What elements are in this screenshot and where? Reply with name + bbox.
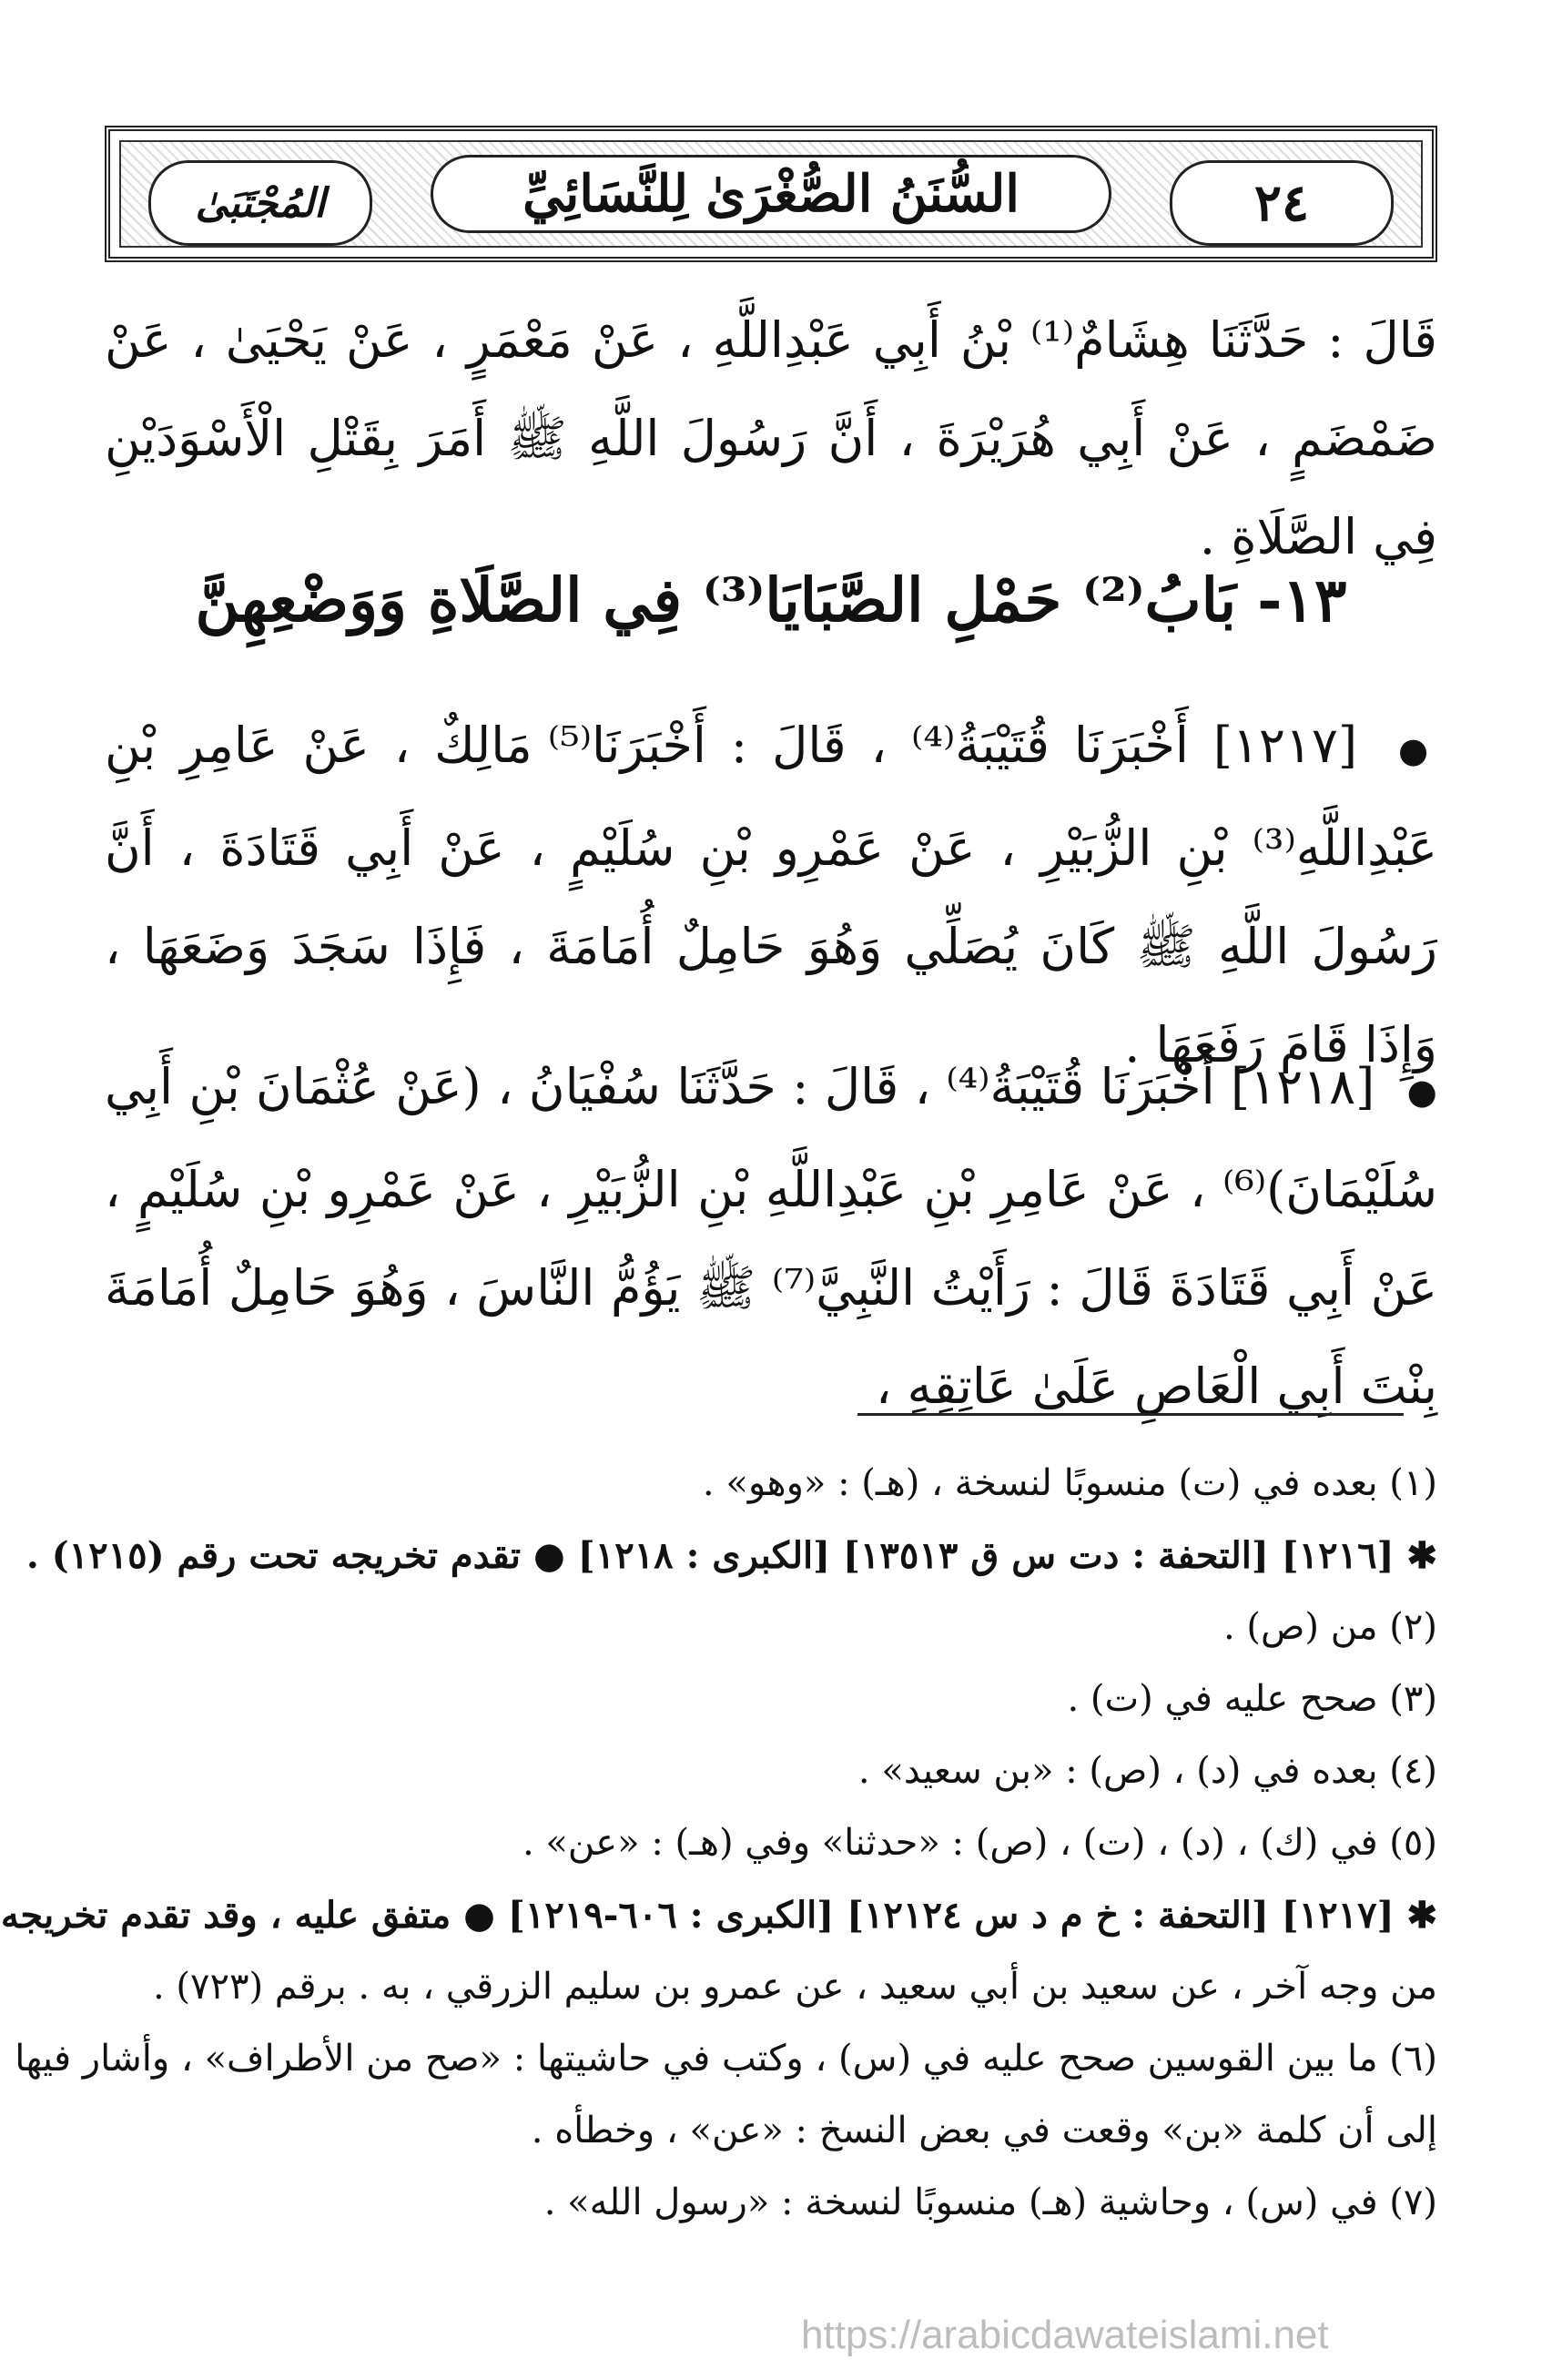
- bullet-icon: ●: [1406, 1072, 1437, 1112]
- takhrij-line: ✱ [١٢١٧] [التحفة : خ م د س ١٢١٢٤] [الكبرى : ٦٠٦-١٢١٩] ● متفق عليه ، وقد تقدم تخريجه: [0, 1894, 1437, 1937]
- book-title: السُّنَنُ الصُّغْرَىٰ لِلنَّسَائِيِّ: [522, 164, 1020, 224]
- book-logo-text: المُجْتَبَىٰ: [195, 179, 326, 227]
- footnote-line: (١) بعده في (ت) منسوبًا لنسخة ، (هـ) : «وهو» .: [702, 1462, 1437, 1504]
- page-number-medallion: [1170, 160, 1394, 246]
- footnote-line: (٥) في (ك) ، (د) ، (ت) ، (ص) : «حدثنا» وفي (هـ) : «عن» .: [522, 1822, 1437, 1864]
- header-ornament-frame: [119, 140, 1423, 248]
- hadith-1218: [105, 1038, 1437, 1436]
- footnote-line: (٦) ما بين القوسين صحح عليه في (س) ، وكتب في حاشيتها : «صح من الأطراف» ، وأشار فيها: [15, 2038, 1437, 2080]
- footnote-separator: [857, 1413, 1404, 1416]
- opening-paragraph: قَالَ : حَدَّثَنَا هِشَامٌ⁽¹⁾ بْنُ أَبِي عَبْدِاللَّهِ ، عَنْ مَعْمَرٍ ، عَنْ يَحْيَىٰ ، عَنْ ضَمْضَمٍ ، عَنْ أَبِي هُرَيْرَةَ ، أَنَّ رَسُولَ اللَّهِ ﷺ أَمَرَ بِقَتْلِ الْأَسْوَدَيْنِ فِي الصَّلَاةِ .: [105, 311, 1437, 565]
- footnote-line: (٢) من (ص) .: [1222, 1606, 1437, 1648]
- hadith-1217-text: [١٢١٧] أَخْبَرَنَا قُتَيْبَةُ⁽⁴⁾ ، قَالَ : أَخْبَرَنَا⁽⁵⁾ مَالِكٌ ، عَنْ عَامِرِ بْنِ عَبْدِاللَّهِ⁽³⁾ بْنِ الزُّبَيْرِ ، عَنْ عَمْرِو بْنِ سُلَيْمٍ ، عَنْ أَبِي قَتَادَةَ ، أَنَّ رَسُولَ اللَّهِ ﷺ كَانَ يُصَلِّي وَهُوَ حَامِلٌ أُمَامَةَ ، فَإِذَا سَجَدَ وَضَعَهَا ، وَإِذَا قَامَ رَفَعَهَا .: [105, 717, 1437, 1073]
- takhrij-line: ✱ [١٢١٦] [التحفة : دت س ق ١٣٥١٣] [الكبرى : ١٢١٨] ● تقدم تخريجه تحت رقم (١٢١٥) .: [25, 1534, 1437, 1577]
- footnote-line: (٤) بعده في (د) ، (ص) : «بن سعيد» .: [857, 1750, 1437, 1792]
- hadith-1217: [105, 697, 1437, 1094]
- page-header: [105, 126, 1437, 262]
- footnote-line: (٣) صحح عليه في (ت) .: [1067, 1678, 1437, 1720]
- page-number: ٢٤: [1253, 173, 1310, 233]
- footnote-line: إلى أن كلمة «بن» وقعت في بعض النسخ : «عن» ، وخطأه .: [531, 2110, 1437, 2151]
- footnote-line: من وجه آخر ، عن سعيد بن أبي سعيد ، عن عمرو بن سليم الزرقي ، به . برقم (٧٢٣) .: [152, 1966, 1437, 2008]
- book-logo-medallion: [148, 160, 372, 246]
- hadith-1218-text: [١٢١٨] أَخْبَرَنَا قُتَيْبَةُ⁽⁴⁾ ، قَالَ : حَدَّثَنَا سُفْيَانُ ، (عَنْ عُثْمَانَ بْنِ أَبِي سُلَيْمَانَ)⁽⁶⁾ ، عَنْ عَامِرِ بْنِ عَبْدِاللَّهِ بْنِ الزُّبَيْرِ ، عَنْ عَمْرِو بْنِ سُلَيْمٍ ، عَنْ أَبِي قَتَادَةَ قَالَ : رَأَيْتُ النَّبِيَّ⁽⁷⁾ ﷺ يَؤُمُّ النَّاسَ ، وَهُوَ حَامِلٌ أُمَامَةَ بِنْتَ أَبِي الْعَاصِ عَلَىٰ عَاتِقِهِ ،: [105, 1058, 1438, 1415]
- bullet-icon: ●: [1398, 730, 1438, 770]
- footnotes: [0, 1448, 1437, 2239]
- watermark-url: https://arabicdawateislami.net: [801, 2313, 1329, 2357]
- footnote-line: (٧) في (س) ، وحاشية (هـ) منسوبًا لنسخة : «رسول الله» .: [543, 2182, 1437, 2223]
- chapter-heading: ١٣- بَابُ⁽²⁾ حَمْلِ الصَّبَايَا⁽³⁾ فِي الصَّلَاةِ وَوَضْعِهِنَّ: [195, 564, 1347, 636]
- title-band: [431, 155, 1111, 233]
